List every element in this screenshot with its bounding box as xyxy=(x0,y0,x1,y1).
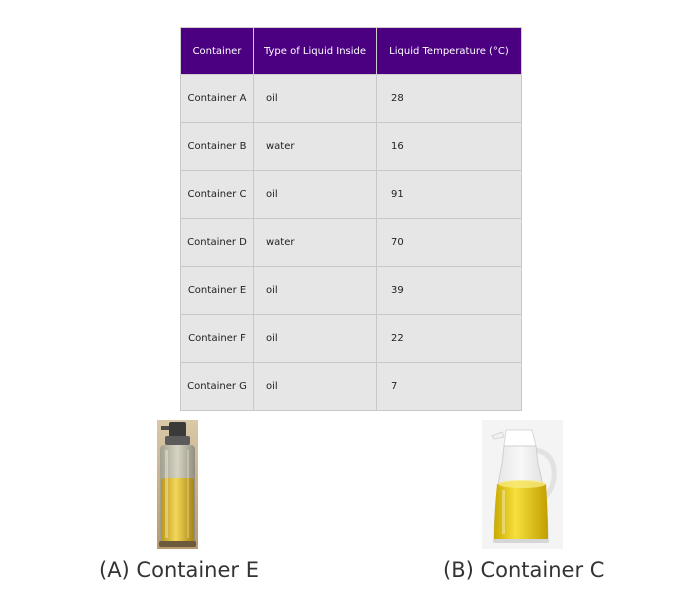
cell-temperature: 91 xyxy=(377,171,522,219)
table-header-row xyxy=(181,28,522,75)
cell-liquid-type: water xyxy=(254,219,377,267)
cell-temperature: 7 xyxy=(377,363,522,411)
container-temperature-table xyxy=(180,27,522,411)
table-row xyxy=(181,75,522,123)
caption-container-e: (A) Container E xyxy=(99,558,259,582)
cell-temperature: 22 xyxy=(377,315,522,363)
cell-liquid-type: water xyxy=(254,123,377,171)
cell-container: Container G xyxy=(181,363,254,411)
table-row xyxy=(181,219,522,267)
cell-container: Container F xyxy=(181,315,254,363)
header-liquid-temperature: Liquid Temperature (°C) xyxy=(377,28,522,75)
table-row xyxy=(181,267,522,315)
cell-temperature: 70 xyxy=(377,219,522,267)
cell-container: Container C xyxy=(181,171,254,219)
table-row xyxy=(181,363,522,411)
cell-container: Container B xyxy=(181,123,254,171)
cell-temperature: 39 xyxy=(377,267,522,315)
cell-temperature: 16 xyxy=(377,123,522,171)
cell-container: Container E xyxy=(181,267,254,315)
caption-container-c: (B) Container C xyxy=(443,558,605,582)
cell-liquid-type: oil xyxy=(254,363,377,411)
table-row xyxy=(181,315,522,363)
header-liquid-type: Type of Liquid Inside xyxy=(254,28,377,75)
table-row xyxy=(181,123,522,171)
table-row xyxy=(181,171,522,219)
oil-bottle-photo-b xyxy=(482,420,563,549)
cell-container: Container D xyxy=(181,219,254,267)
cell-temperature: 28 xyxy=(377,75,522,123)
cell-container: Container A xyxy=(181,75,254,123)
oil-dispenser-photo-a xyxy=(157,420,198,549)
cell-liquid-type: oil xyxy=(254,171,377,219)
cell-liquid-type: oil xyxy=(254,267,377,315)
header-container: Container xyxy=(181,28,254,75)
cell-liquid-type: oil xyxy=(254,75,377,123)
cell-liquid-type: oil xyxy=(254,315,377,363)
